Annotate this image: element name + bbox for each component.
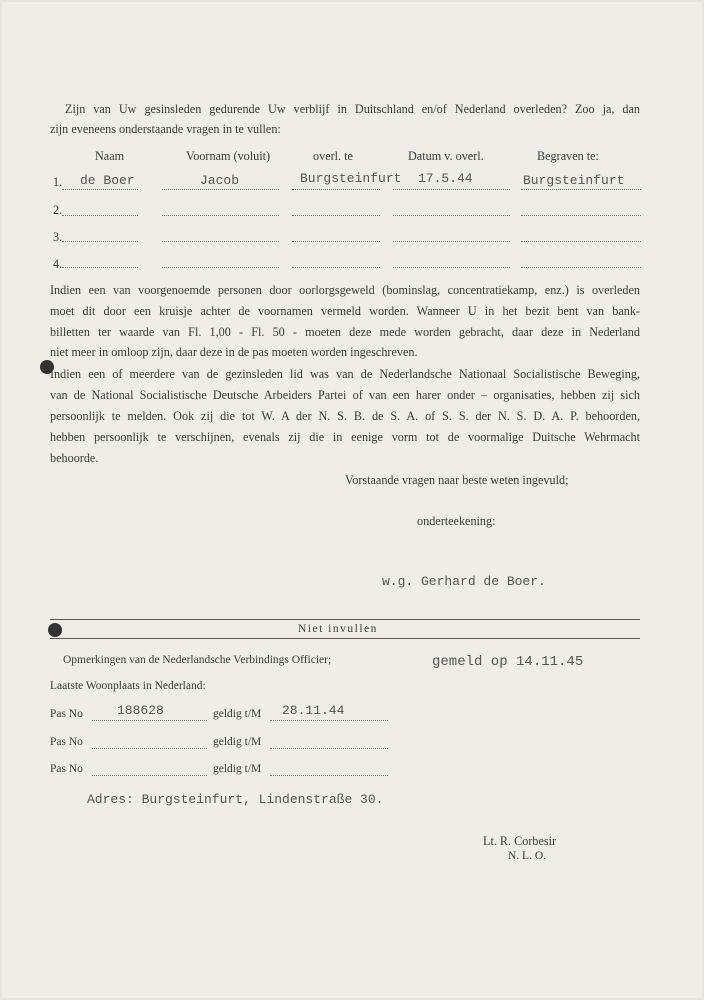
para3-line: persoonlijk te melden. Ook zij die tot W. A der N. S. B. de S. A. of S. S. der N. S. D. A. P. behoorden, [50,409,640,423]
row-number: 1. [53,175,63,189]
table-fill-line [62,189,138,190]
para3-line: hebben persoonlijk te verschijnen, evenals zij die in eenige vorm tot de voormalige Duitsche Wehrmacht [50,430,640,444]
para3-line: behoorde. [50,451,99,465]
table-fill-line [521,267,641,268]
pas-line [92,775,207,776]
table-fill-line [162,267,279,268]
table-fill-line [62,267,138,268]
table-fill-line [292,241,380,242]
table-fill-line [521,189,641,190]
header-overl-te: overl. te [313,149,353,163]
table-fill-line [393,267,510,268]
table-fill-line [393,241,510,242]
table-fill-line [162,215,279,216]
opmerkingen-label: Opmerkingen van de Nederlandsche Verbindings Officier; [63,654,332,666]
pas-label: Pas No [50,708,83,720]
header-naam: Naam [95,149,125,163]
pas-no-value: 188628 [117,703,164,718]
voornaam-value: Jacob [200,173,240,188]
table-fill-line [521,215,641,216]
onderteekening-label: onderteekening: [417,514,496,528]
geldig-label: geldig t/M [213,708,262,720]
para3-line: Indien een of meerdere van de gezinsleden lid was van de Nederlandsche Nationaal Socialistische Beweging, [50,367,640,381]
geldig-label: geldig t/M [213,736,262,748]
table-fill-line [62,215,138,216]
para3-line: van de National Socialistische Deutsche Arbeiders Partei of van een harer onder – organisaties, hebben zij sich [50,388,640,402]
table-fill-line [162,241,279,242]
overl-te-value: Burgsteinfurt [300,171,402,186]
table-fill-line [162,189,279,190]
divider-top [50,619,640,620]
intro-line-2: zijn eveneens onderstaande vragen in te vullen: [50,122,281,136]
geldig-line [270,775,388,776]
para2-line: niet meer in omloop zijn, daar deze in de pas moeten worden ingeschreven. [50,345,418,359]
table-fill-line [292,189,380,190]
table-fill-line [521,241,641,242]
table-fill-line [393,215,510,216]
laatste-woonplaats-label: Laatste Woonplaats in Nederland: [50,680,206,692]
divider-bottom [50,638,640,639]
para2-line: moet dit door een kruisje achter de voornamen vermeld worden. Wanneer U in het bezit bent van bank- [50,304,640,318]
gemeld-value: gemeld op 14.11.45 [432,654,584,670]
punch-hole [48,623,62,637]
adres-value: Adres: Burgsteinfurt, Lindenstraße 30. [87,792,384,807]
officer-title: N. L. O. [508,850,547,862]
geldig-label: geldig t/M [213,763,262,775]
table-fill-line [393,189,510,190]
niet-invullen-label: Niet invullen [298,623,378,635]
begraven-value: Burgsteinfurt [523,173,625,188]
row-number: 3. [53,230,63,244]
geldig-line [270,748,388,749]
para2-line: billetten ter waarde van Fl. 1,00 - Fl. 50 - moeten deze mede worden gebracht, daar deze in Nederland [50,325,640,339]
header-voornaam: Voornam (voluit) [186,149,271,163]
header-begraven: Begraven te: [537,149,599,163]
pas-line [92,720,207,721]
para2-line: Indien een van voorgenoemde personen door oorlorgsgeweld (bominslag, concentratiekamp, enz.) is overleden [50,283,640,297]
geldig-value: 28.11.44 [282,703,345,718]
officer-name: Lt. R. Corbesir [483,834,557,848]
naam-value: de Boer [80,173,135,188]
row-number: 2. [53,203,63,217]
intro-line-1: Zijn van Uw gesinsleden gedurende Uw verblijf in Duitschland en/of Nederland overleden? Zoo ja, dan [65,102,640,116]
geldig-line [270,720,388,721]
row-number: 4. [53,257,63,271]
table-fill-line [292,267,380,268]
pas-label: Pas No [50,763,83,775]
table-fill-line [62,241,138,242]
pas-line [92,748,207,749]
table-fill-line [292,215,380,216]
signature: w.g. Gerhard de Boer. [382,574,546,589]
datum-value: 17.5.44 [418,171,473,186]
vorstaande-text: Vorstaande vragen naar beste weten ingevuld; [345,473,569,487]
header-datum: Datum v. overl. [408,149,484,163]
pas-label: Pas No [50,736,83,748]
